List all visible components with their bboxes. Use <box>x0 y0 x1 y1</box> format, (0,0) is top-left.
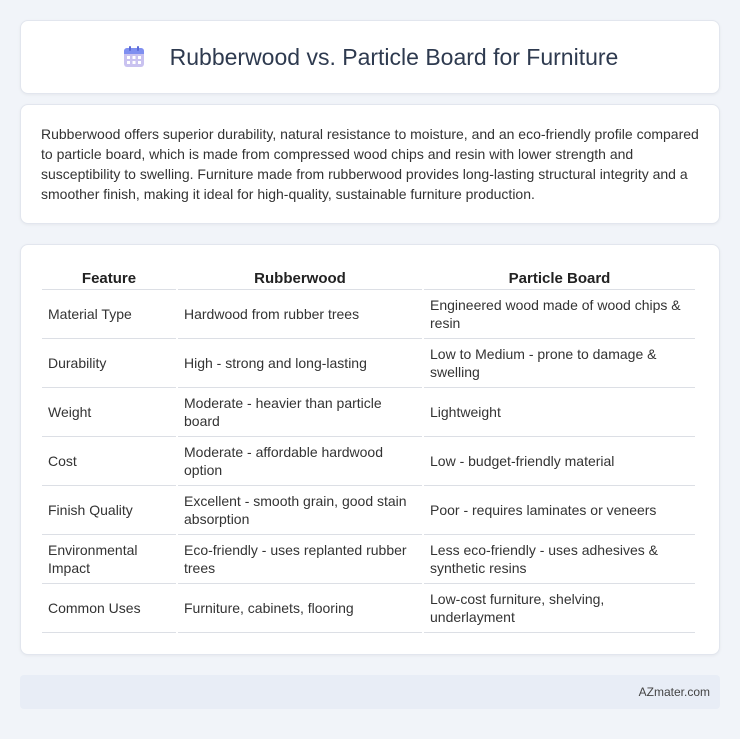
table-cell: Moderate - affordable hardwood option <box>178 437 422 486</box>
table-cell: Engineered wood made of wood chips & resin <box>424 290 695 339</box>
column-header-feature: Feature <box>42 265 176 290</box>
title-card <box>20 20 720 94</box>
summary-card <box>20 104 720 224</box>
table-cell: Weight <box>42 388 176 437</box>
footer <box>20 675 720 709</box>
table-cell: Finish Quality <box>42 486 176 535</box>
table-row <box>42 535 695 584</box>
table-row <box>42 584 695 633</box>
table-cell: Low - budget-friendly material <box>424 437 695 486</box>
table-cell: Excellent - smooth grain, good stain absorption <box>178 486 422 535</box>
table-cell: Poor - requires laminates or veneers <box>424 486 695 535</box>
table-cell: Lightweight <box>424 388 695 437</box>
comparison-table-card <box>20 244 720 655</box>
table-cell: Cost <box>42 437 176 486</box>
table-cell: High - strong and long-lasting <box>178 339 422 388</box>
table-header-row <box>42 265 695 290</box>
table-cell: Furniture, cabinets, flooring <box>178 584 422 633</box>
table-cell: Common Uses <box>42 584 176 633</box>
summary-paragraph: Rubberwood offers superior durability, natural resistance to moisture, and an eco-friendly profile compared to particle board, which is made from compressed wood chips and resin with lower strength and susceptibility to swelling. Furniture made from rubberwood provides long-lasting structural integrity and a smoother finish, making it ideal for high-quality, sustainable furniture production. <box>41 126 699 202</box>
column-header-particle-board: Particle Board <box>424 265 695 290</box>
table-cell: Less eco-friendly - uses adhesives & synthetic resins <box>424 535 695 584</box>
table-cell: Material Type <box>42 290 176 339</box>
table-cell: Eco-friendly - uses replanted rubber trees <box>178 535 422 584</box>
table-row <box>42 486 695 535</box>
page-title: Rubberwood vs. Particle Board for Furniture <box>169 43 619 70</box>
table-cell: Low to Medium - prone to damage & swelling <box>424 339 695 388</box>
table-row <box>42 339 695 388</box>
table-cell: Environmental Impact <box>42 535 176 584</box>
calendar-icon <box>122 45 146 69</box>
table-row <box>42 437 695 486</box>
table-row <box>42 290 695 339</box>
table-cell: Low-cost furniture, shelving, underlayment <box>424 584 695 633</box>
footer-site-name: AZmater.com <box>638 685 710 699</box>
comparison-table <box>40 265 697 633</box>
table-cell: Moderate - heavier than particle board <box>178 388 422 437</box>
table-cell: Hardwood from rubber trees <box>178 290 422 339</box>
table-cell: Durability <box>42 339 176 388</box>
table-row <box>42 388 695 437</box>
column-header-rubberwood: Rubberwood <box>178 265 422 290</box>
